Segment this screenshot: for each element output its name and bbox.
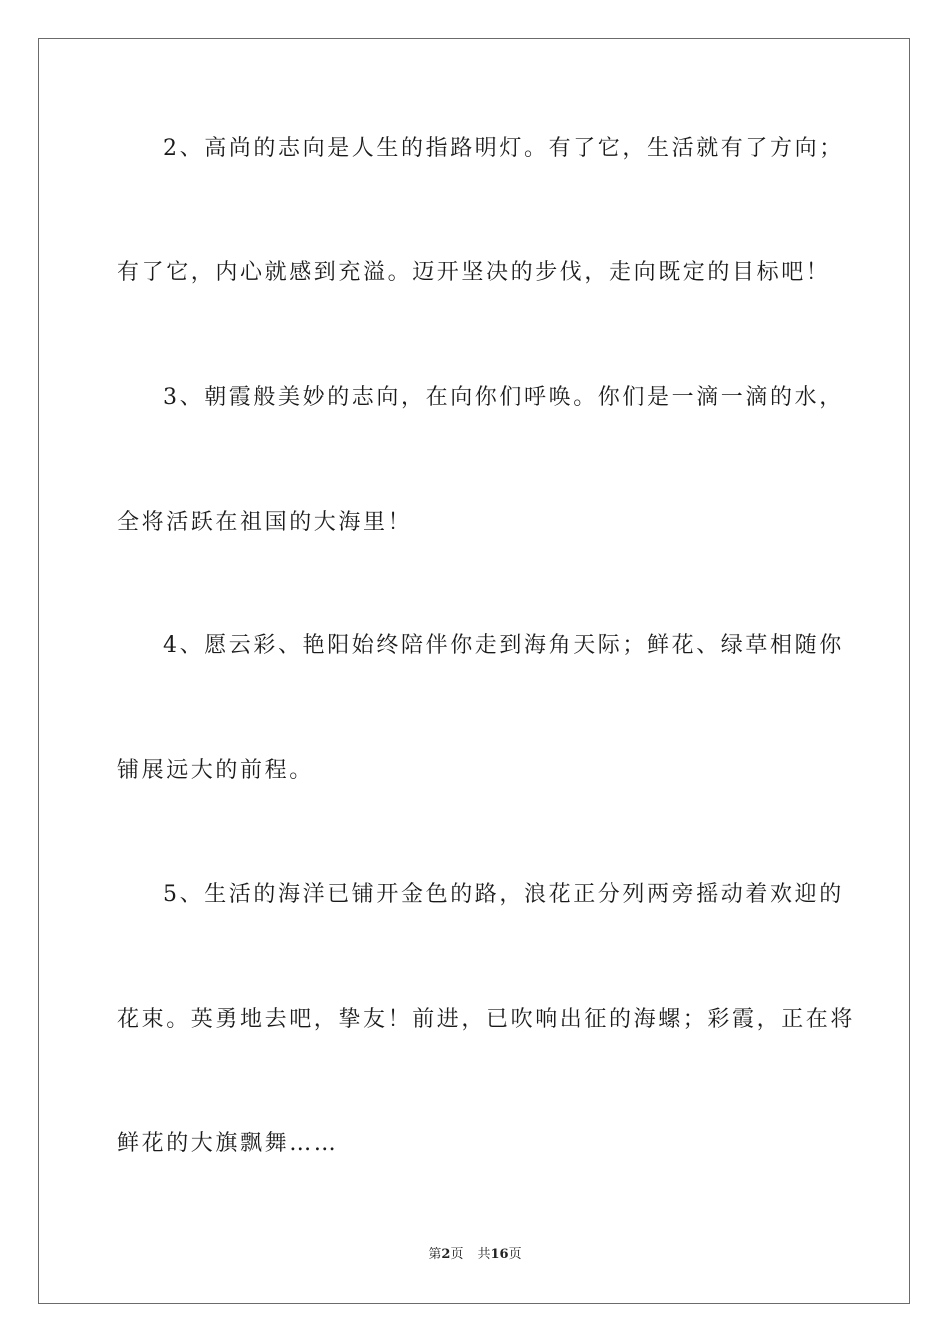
paragraph-5-line-2: 花束。英勇地去吧，挚友！前进，已吹响出征的海螺；彩霞，正在将 — [117, 1007, 856, 1032]
total-prefix: 共 — [477, 1247, 491, 1262]
page-number: 2 — [441, 1247, 451, 1262]
page-suffix: 页 — [450, 1247, 464, 1262]
page-prefix: 第 — [428, 1247, 442, 1262]
paragraph-2-line-2: 有了它，内心就感到充溢。迈开坚决的步伐，走向既定的目标吧！ — [117, 260, 831, 285]
paragraph-3-line-1: 3、朝霞般美妙的志向，在向你们呼唤。你们是一滴一滴的水， — [163, 385, 844, 410]
paragraph-3-line-2: 全将活跃在祖国的大海里！ — [117, 510, 413, 535]
total-pages: 16 — [490, 1247, 509, 1262]
paragraph-2-line-1: 2、高尚的志向是人生的指路明灯。有了它，生活就有了方向； — [163, 136, 844, 161]
page-footer — [0, 1246, 950, 1264]
paragraph-4-line-1: 4、愿云彩、艳阳始终陪伴你走到海角天际；鲜花、绿草相随你 — [163, 633, 844, 658]
paragraph-5-line-3: 鲜花的大旗飘舞…… — [117, 1131, 339, 1156]
total-suffix: 页 — [508, 1247, 522, 1262]
paragraph-4-line-2: 铺展远大的前程。 — [117, 758, 314, 783]
paragraph-5-line-1: 5、生活的海洋已铺开金色的路，浪花正分列两旁摇动着欢迎的 — [163, 882, 844, 907]
page-border — [38, 38, 910, 1304]
